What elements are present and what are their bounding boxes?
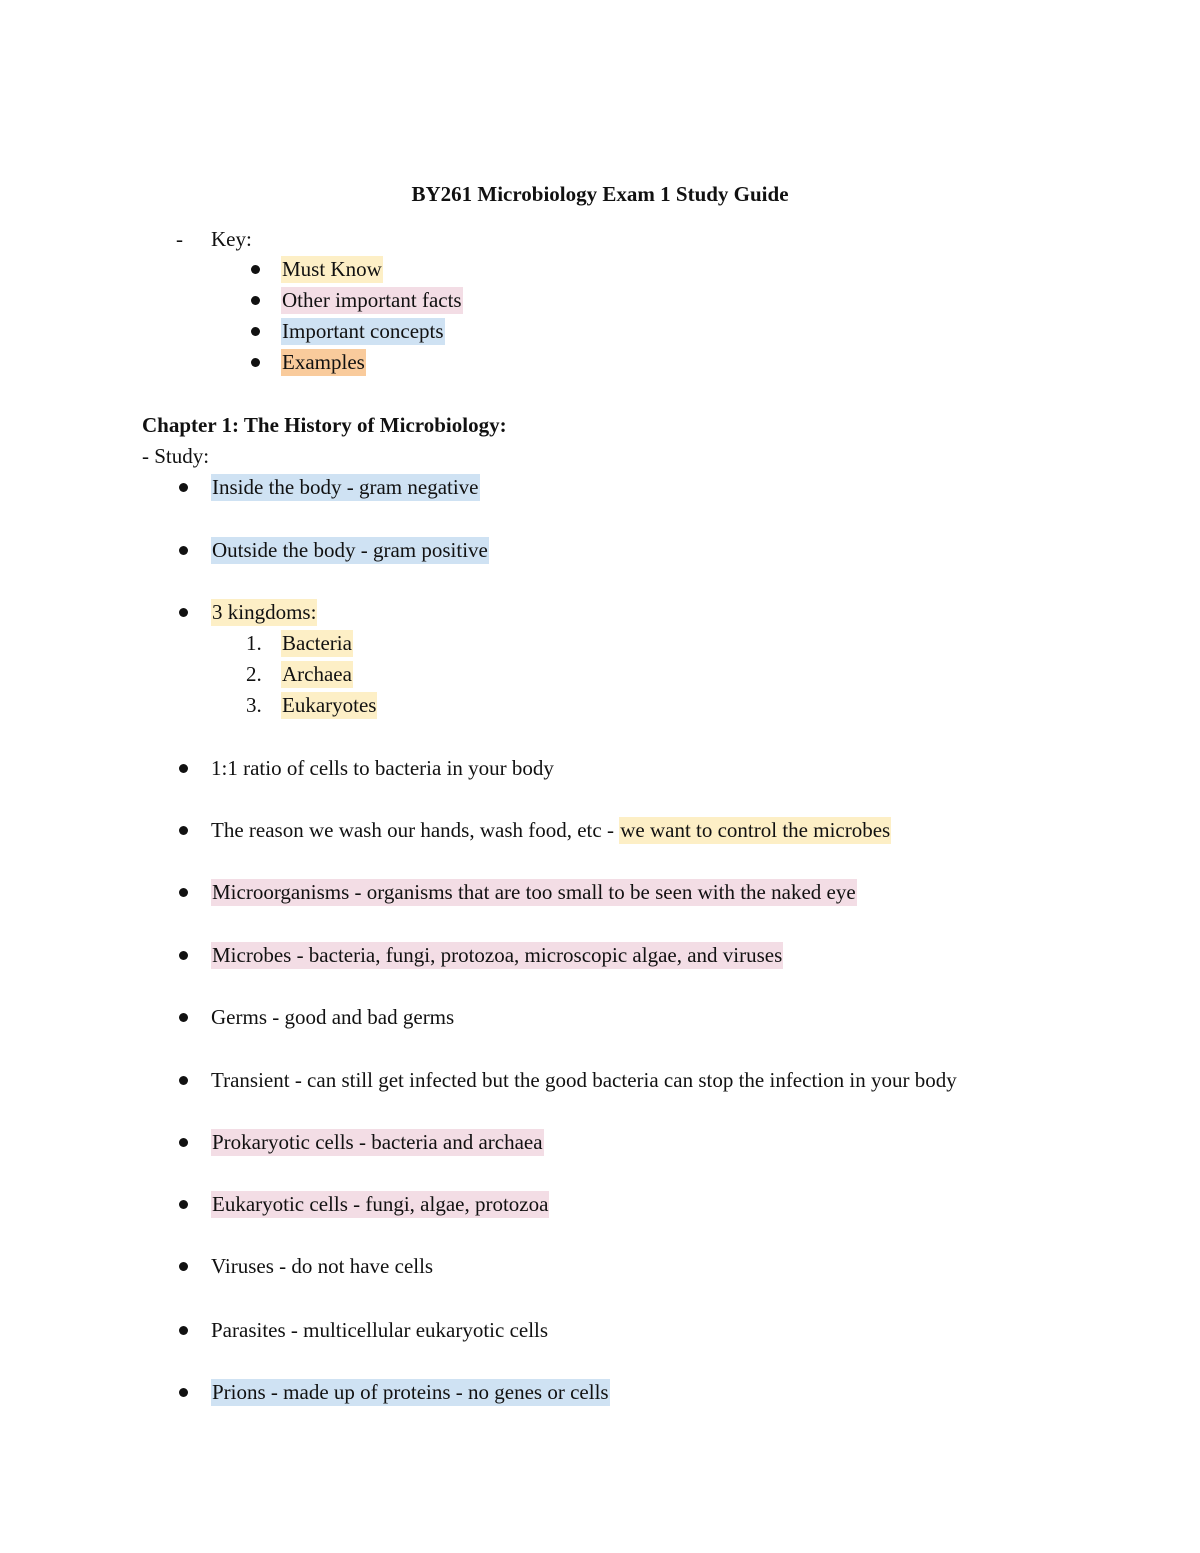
key-item-examples: Examples [282, 350, 365, 374]
bullet-icon [251, 327, 260, 336]
kingdom-number: 3. [246, 693, 262, 717]
bullet-icon [179, 1076, 188, 1085]
kingdom-number: 2. [246, 662, 262, 686]
list-item: 1:1 ratio of cells to bacteria in your body [211, 756, 554, 780]
bullet-icon [179, 608, 188, 617]
key-item-must-know: Must Know [282, 257, 382, 281]
bullet-icon [179, 1388, 188, 1397]
list-item: Transient - can still get infected but the good bacteria can stop the infection in your body [211, 1068, 957, 1092]
bullet-icon [179, 1326, 188, 1335]
bullet-icon [179, 826, 188, 835]
document-title: BY261 Microbiology Exam 1 Study Guide [411, 182, 789, 206]
list-item: Viruses - do not have cells [211, 1254, 434, 1278]
list-item: Germs - good and bad germs [211, 1005, 455, 1029]
bullet-icon [251, 296, 260, 305]
list-item: Inside the body - gram negative [212, 475, 479, 499]
list-item: Eukaryotic cells - fungi, algae, protozoa [212, 1192, 549, 1216]
list-item: Parasites - multicellular eukaryotic cells [211, 1318, 549, 1342]
list-item: Outside the body - gram positive [212, 538, 488, 562]
bullet-icon [179, 1200, 188, 1209]
bullet-icon [179, 546, 188, 555]
bullet-icon [179, 1138, 188, 1147]
bullet-icon [251, 358, 260, 367]
study-label: - Study: [142, 444, 210, 468]
key-item-concepts: Important concepts [282, 319, 444, 343]
list-item: Prokaryotic cells - bacteria and archaea [212, 1130, 543, 1154]
bullet-icon [251, 265, 260, 274]
list-item: Microbes - bacteria, fungi, protozoa, microscopic algae, and viruses [212, 943, 783, 967]
kingdom-item: Bacteria [282, 631, 352, 655]
kingdom-number: 1. [246, 631, 262, 655]
key-dash: - [176, 227, 183, 251]
key-label: Key: [211, 227, 252, 251]
bullet-icon [179, 888, 188, 897]
key-item-other-facts: Other important facts [282, 288, 462, 312]
bullet-icon [179, 483, 188, 492]
list-item: The reason we wash our hands, wash food, etc - we want to control the microbes [211, 818, 891, 842]
bullet-icon [179, 951, 188, 960]
bullet-icon [179, 1262, 188, 1271]
list-item: 3 kingdoms: [212, 600, 317, 624]
list-item: Microorganisms - organisms that are too small to be seen with the naked eye [212, 880, 856, 904]
kingdom-item: Eukaryotes [282, 693, 377, 717]
chapter-heading: Chapter 1: The History of Microbiology: [142, 413, 507, 437]
wash-highlight: we want to control the microbes [620, 818, 891, 842]
bullet-icon [179, 764, 188, 773]
list-item: Prions - made up of proteins - no genes or cells [212, 1380, 609, 1404]
kingdom-item: Archaea [282, 662, 352, 686]
bullet-icon [179, 1013, 188, 1022]
